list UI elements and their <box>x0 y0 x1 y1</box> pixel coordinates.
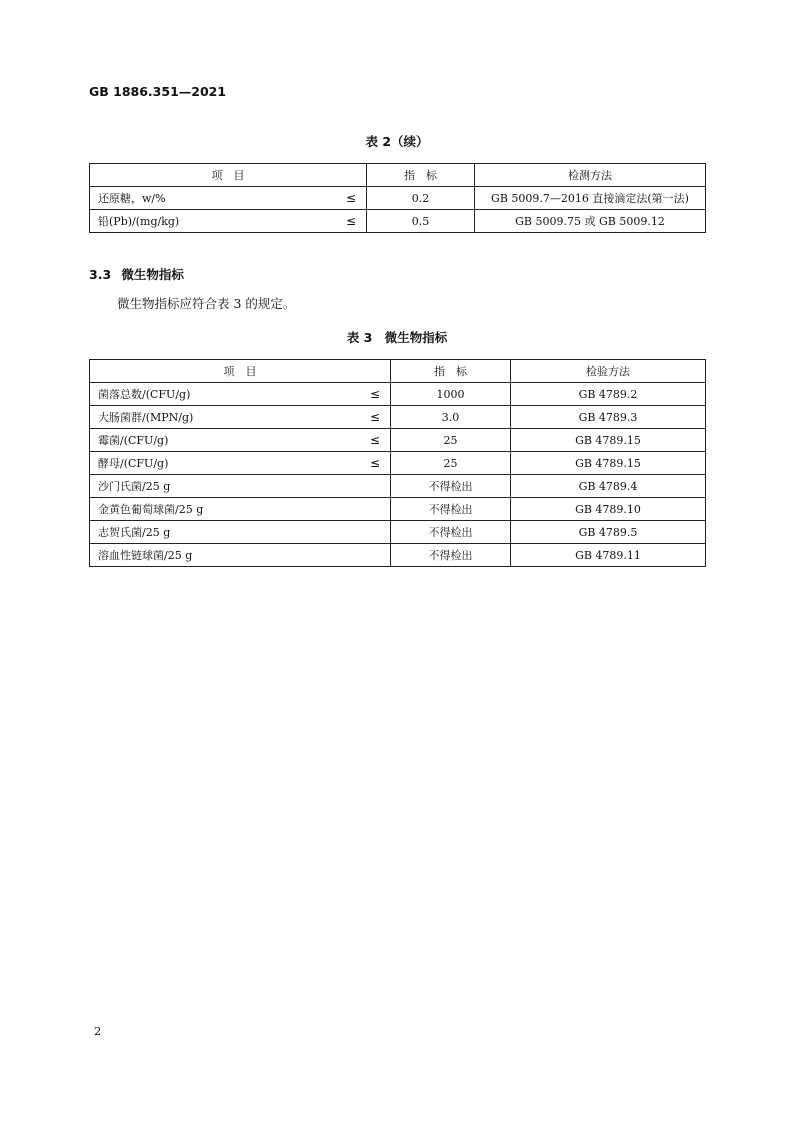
leq-symbol: ≤ <box>369 410 380 424</box>
leq-symbol: ≤ <box>345 191 356 205</box>
row-item-label: 溶血性链球菌/25 g <box>98 549 193 562</box>
row-value: 3.0 <box>391 406 511 429</box>
row-item <box>90 544 391 567</box>
row-item <box>90 429 391 452</box>
column-header-item: 项 目 <box>90 360 391 383</box>
row-item <box>90 210 367 233</box>
column-header-value: 指 标 <box>367 164 475 187</box>
row-method: GB 5009.7—2016 直接滴定法(第一法) <box>475 187 706 210</box>
row-item-label: 菌落总数/(CFU/g) <box>98 388 191 401</box>
column-header-value: 指 标 <box>391 360 511 383</box>
table2-header-row <box>90 164 706 187</box>
standard-id: GB 1886.351—2021 <box>89 84 227 99</box>
row-item-label: 铅(Pb)/(mg/kg) <box>98 215 180 228</box>
table2 <box>89 163 706 233</box>
table-row <box>90 498 706 521</box>
row-item-label: 大肠菌群/(MPN/g) <box>98 411 194 424</box>
row-value: 不得检出 <box>391 475 511 498</box>
row-method: GB 4789.15 <box>511 452 706 475</box>
page-number: 2 <box>94 1024 102 1038</box>
table-row <box>90 187 706 210</box>
section-title: 微生物指标 <box>121 267 184 282</box>
row-item-label: 霉菌/(CFU/g) <box>98 434 169 447</box>
column-header-method: 检测方法 <box>475 164 706 187</box>
row-method: GB 4789.5 <box>511 521 706 544</box>
row-method: GB 5009.75 或 GB 5009.12 <box>475 210 706 233</box>
section-heading <box>89 265 184 283</box>
table-row <box>90 475 706 498</box>
table-row <box>90 406 706 429</box>
row-value: 25 <box>391 429 511 452</box>
table2-caption: 表 2（续） <box>365 134 429 149</box>
row-value: 0.2 <box>367 187 475 210</box>
row-item <box>90 383 391 406</box>
row-item-label: 志贺氏菌/25 g <box>98 526 171 539</box>
row-value: 不得检出 <box>391 544 511 567</box>
table-row <box>90 429 706 452</box>
row-value: 0.5 <box>367 210 475 233</box>
row-item-label: 沙门氏菌/25 g <box>98 480 171 493</box>
column-header-method: 检验方法 <box>511 360 706 383</box>
row-method: GB 4789.3 <box>511 406 706 429</box>
leq-symbol: ≤ <box>345 214 356 228</box>
row-value: 25 <box>391 452 511 475</box>
row-item-label: 金黄色葡萄球菌/25 g <box>98 503 204 516</box>
table-row <box>90 544 706 567</box>
table3-caption: 表 3 微生物指标 <box>346 330 448 345</box>
section-number: 3.3 <box>89 267 112 282</box>
row-item <box>90 187 367 210</box>
table3-header-row <box>90 360 706 383</box>
row-value: 不得检出 <box>391 498 511 521</box>
row-item-label: 还原糖，w/% <box>98 192 166 205</box>
leq-symbol: ≤ <box>369 433 380 447</box>
row-item <box>90 498 391 521</box>
body-paragraph: 微生物指标应符合表 3 的规定。 <box>117 296 296 311</box>
column-header-item: 项 目 <box>90 164 367 187</box>
row-item <box>90 475 391 498</box>
row-value: 1000 <box>391 383 511 406</box>
row-item <box>90 406 391 429</box>
row-item <box>90 452 391 475</box>
row-method: GB 4789.10 <box>511 498 706 521</box>
leq-symbol: ≤ <box>369 387 380 401</box>
row-method: GB 4789.4 <box>511 475 706 498</box>
row-method: GB 4789.15 <box>511 429 706 452</box>
table-row <box>90 383 706 406</box>
table-row <box>90 452 706 475</box>
row-method: GB 4789.2 <box>511 383 706 406</box>
table-row <box>90 210 706 233</box>
leq-symbol: ≤ <box>369 456 380 470</box>
table3 <box>89 359 706 567</box>
table-row <box>90 521 706 544</box>
row-value: 不得检出 <box>391 521 511 544</box>
row-method: GB 4789.11 <box>511 544 706 567</box>
row-item-label: 酵母/(CFU/g) <box>98 457 169 470</box>
row-item <box>90 521 391 544</box>
